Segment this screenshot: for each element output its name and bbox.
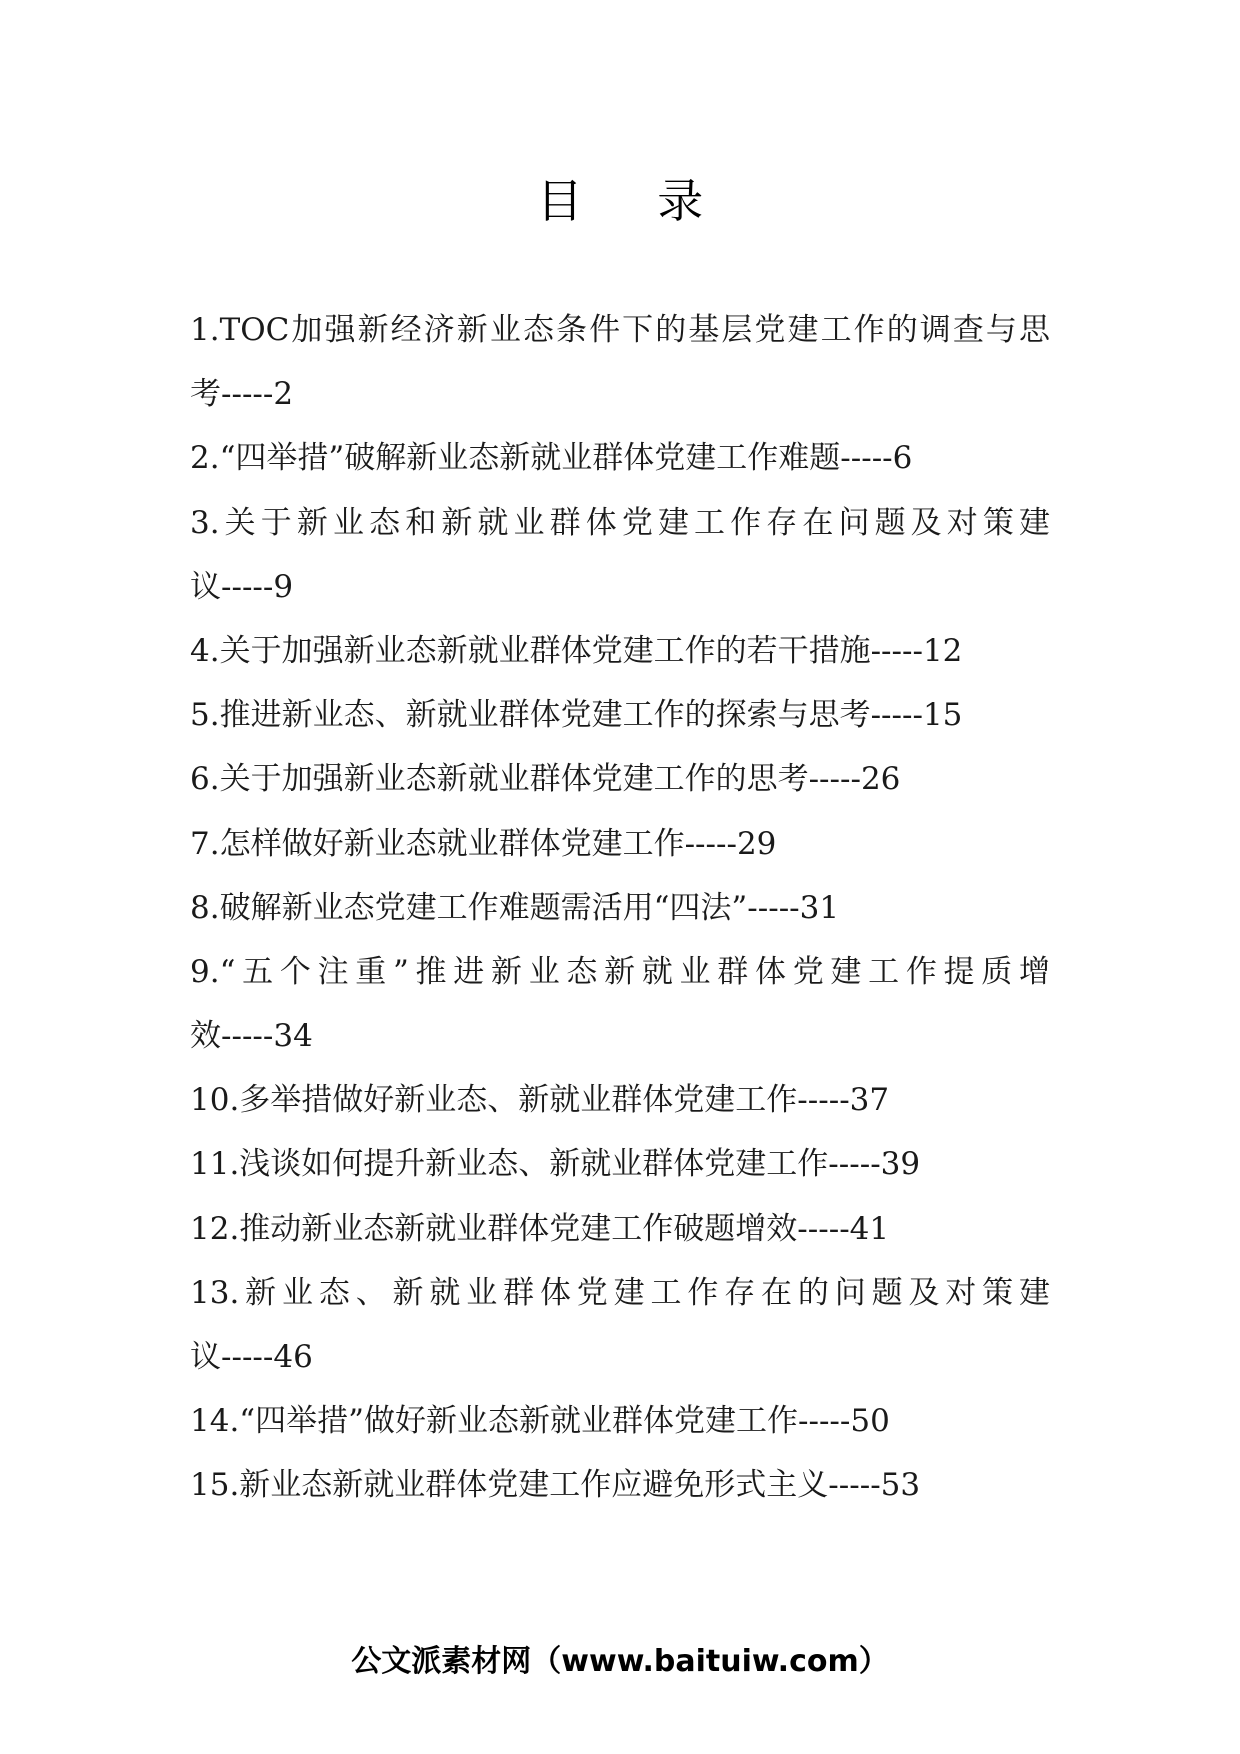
table-of-contents: [190, 298, 1050, 1518]
toc-entry-6[interactable]: 6.关于加强新业态新就业群体党建工作的思考-----26: [190, 761, 901, 798]
toc-entry-2[interactable]: 2.“四举措”破解新业态新就业群体党建工作难题-----6: [190, 440, 913, 477]
toc-entry-14[interactable]: 14.“四举措”做好新业态新就业群体党建工作-----50: [190, 1403, 890, 1440]
toc-entry-12[interactable]: 12.推动新业态新就业群体党建工作破题增效-----41: [190, 1210, 890, 1247]
toc-entry-11[interactable]: 11.浅谈如何提升新业态、新就业群体党建工作-----39: [190, 1146, 921, 1183]
toc-entry-3-line-2[interactable]: 议-----9: [190, 568, 294, 605]
toc-entry-8[interactable]: 8.破解新业态党建工作难题需活用“四法”-----31: [190, 889, 840, 926]
toc-entry-1-line-1[interactable]: 1.TOC加强新经济新业态条件下的基层党建工作的调查与思: [190, 312, 1050, 348]
toc-entry-13-line-2[interactable]: 议-----46: [190, 1339, 313, 1375]
toc-entry-1-line-2[interactable]: 考-----2: [190, 376, 294, 413]
toc-entry-5[interactable]: 5.推进新业态、新就业群体党建工作的探索与思考-----15: [190, 697, 963, 734]
toc-entry-9-line-1[interactable]: 9.“五个注重”推进新业态新就业群体党建工作提质增: [190, 953, 1050, 990]
toc-entry-13-line-1[interactable]: 13.新业态、新就业群体党建工作存在的问题及对策建: [190, 1274, 1050, 1311]
toc-entry-7[interactable]: 7.怎样做好新业态就业群体党建工作-----29: [190, 825, 777, 862]
toc-entry-3-line-1[interactable]: 3.关于新业态和新就业群体党建工作存在问题及对策建: [190, 504, 1050, 541]
toc-entry-9-line-2[interactable]: 效-----34: [190, 1018, 313, 1055]
page-footer-watermark: 公文派素材网（www.baituiw.com）: [351, 1644, 889, 1679]
toc-entry-10[interactable]: 10.多举措做好新业态、新就业群体党建工作-----37: [190, 1082, 890, 1119]
toc-entry-15[interactable]: 15.新业态新就业群体党建工作应避免形式主义-----53: [190, 1467, 921, 1504]
toc-entry-4[interactable]: 4.关于加强新业态新就业群体党建工作的若干措施-----12: [190, 632, 963, 669]
page-title: 目 录: [536, 174, 734, 228]
